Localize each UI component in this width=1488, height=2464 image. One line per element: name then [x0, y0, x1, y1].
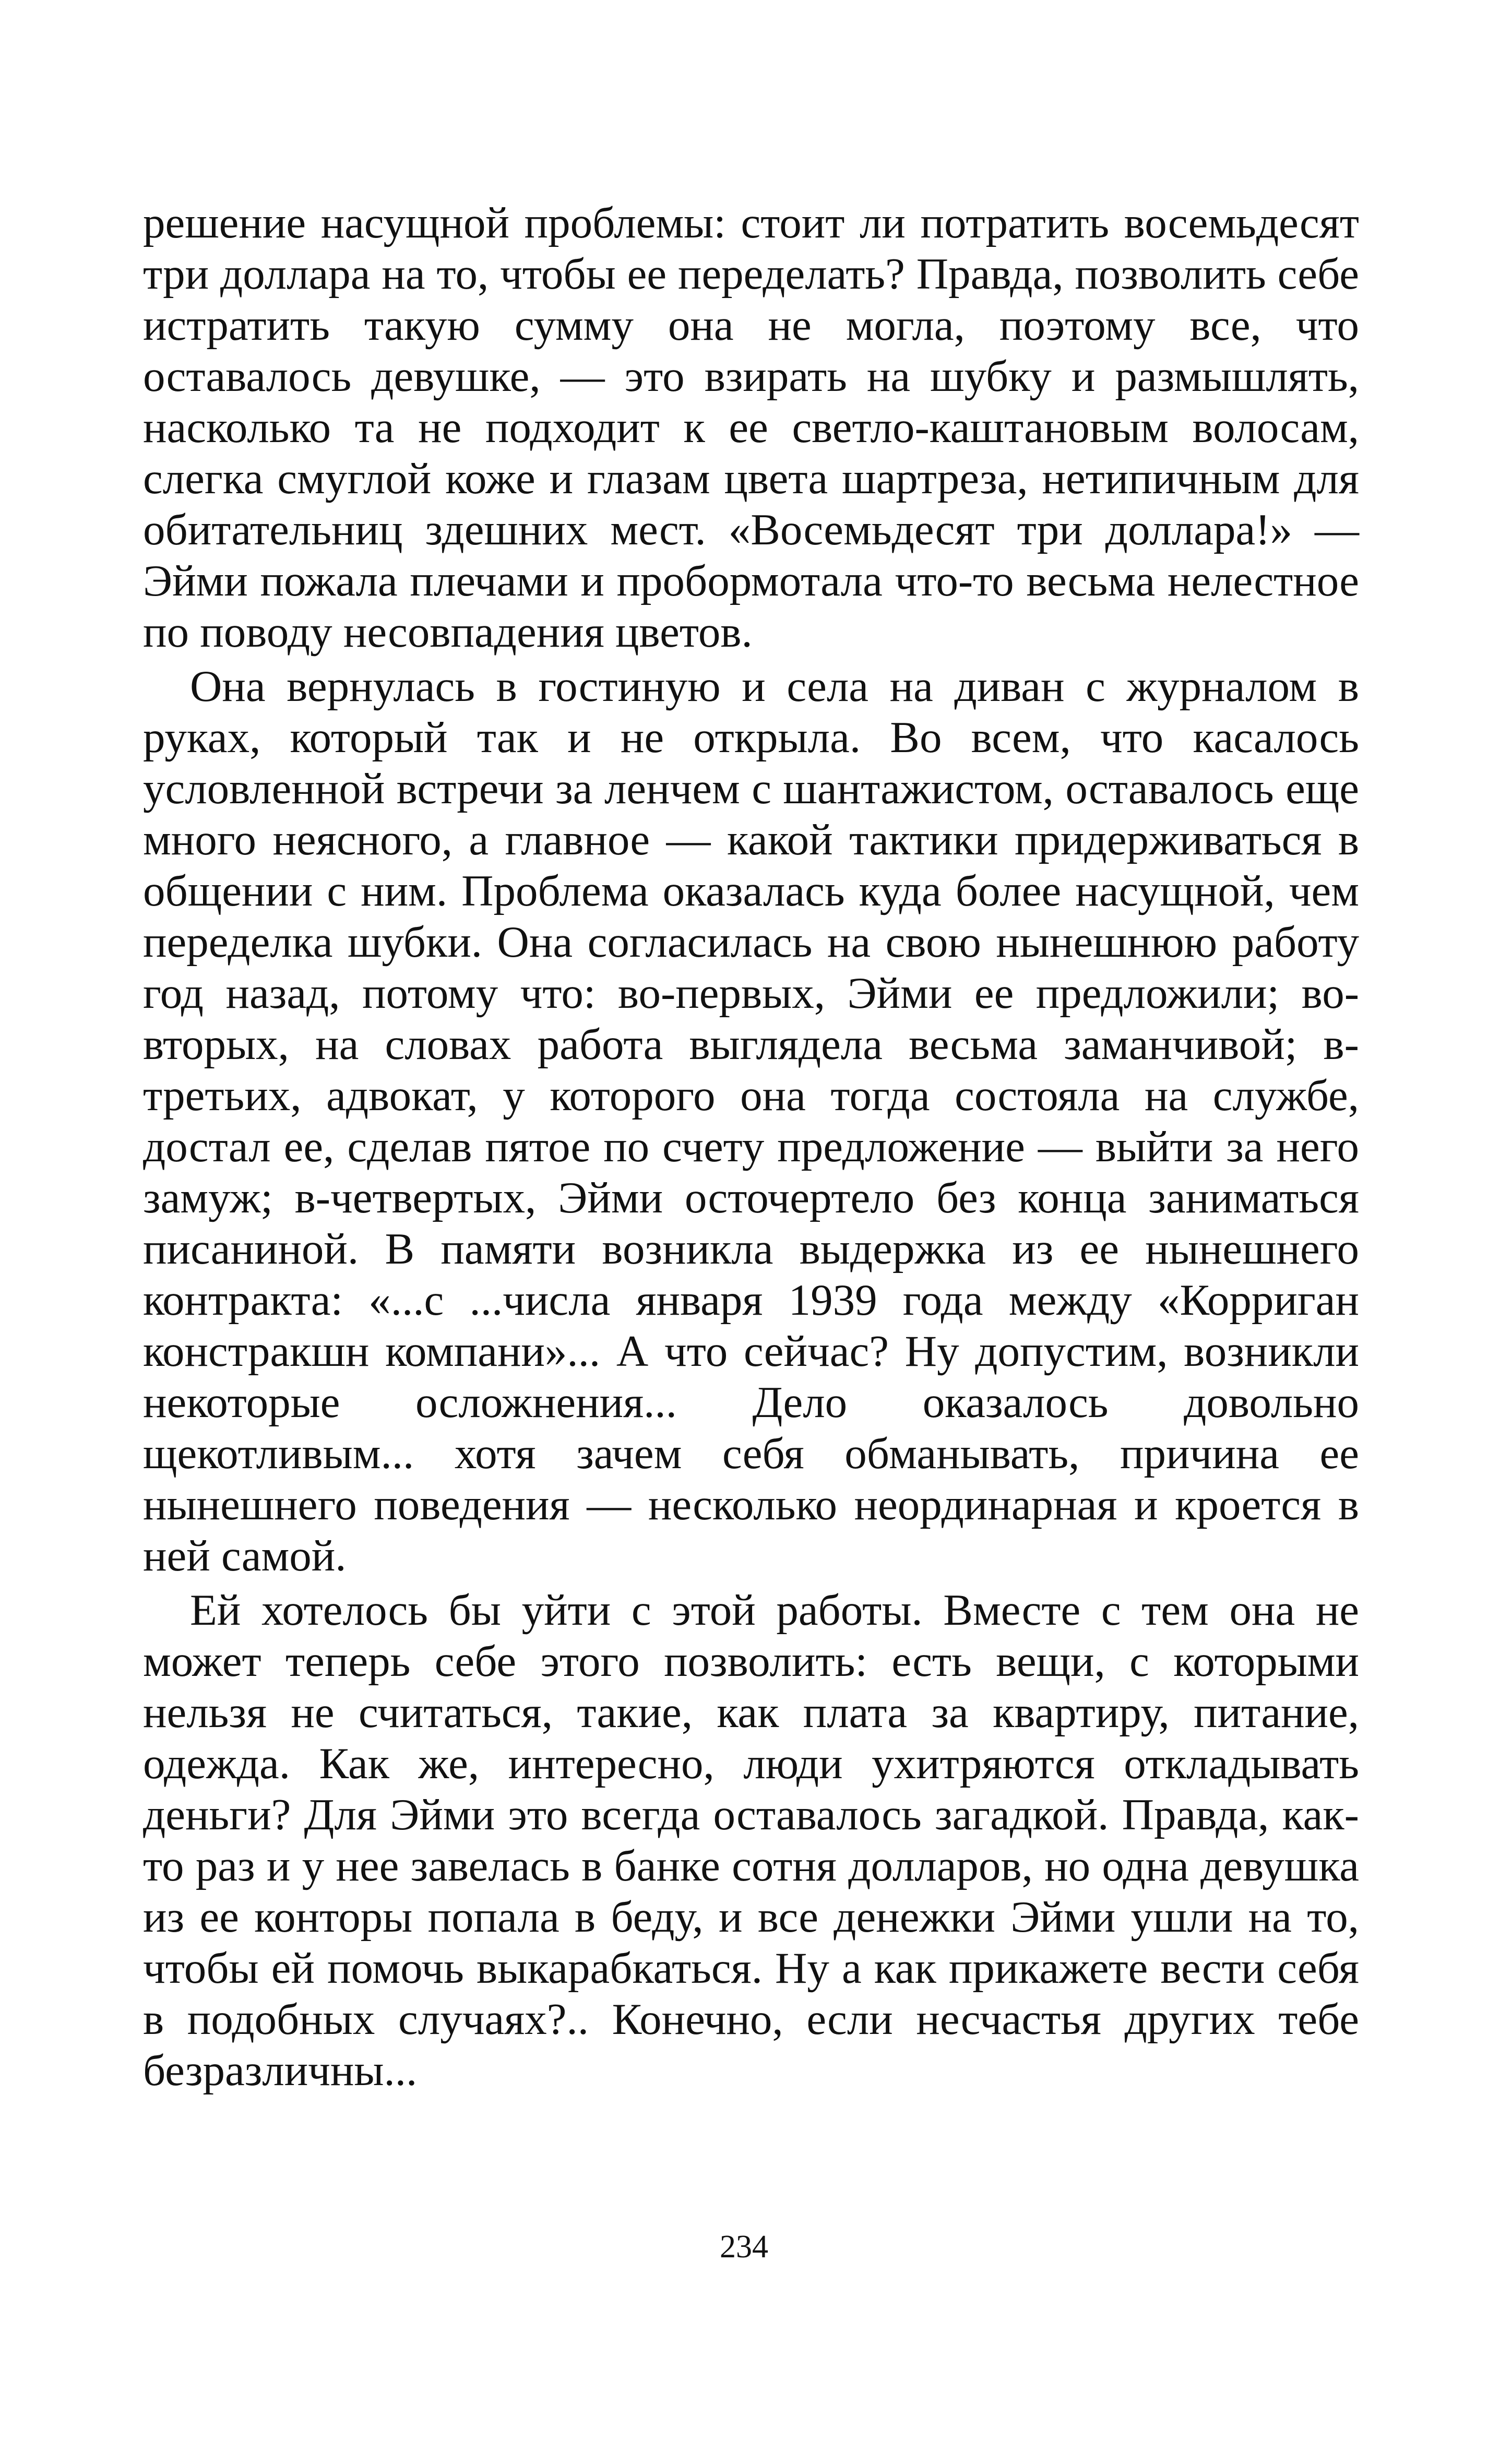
page-number: 234	[720, 2229, 768, 2265]
paragraph-2: Она вернулась в гостиную и села на диван с журналом в руках, который так и не открыла. Во всем, что касалось условленной встречи за ленчем с шантажистом, оставалось еще много неясного, а главное — какой тактики придерживаться в общении с ним. Проблема оказалась куда более насущной, чем переделка шубки. Она согласилась на свою нынешнюю работу год назад, потому что: во-первых, Эйми ее предложили; во-вторых, на словах работа выглядела весьма заманчивой; в-третьих, адвокат, у которого она тогда состояла на службе, достал ее, сделав пятое по счету предложение — выйти за него замуж; в-четвертых, Эйми осточертело без конца заниматься писаниной. В памяти возникла выдержка из ее нынешнего контракта: «...с ...числа января 1939 года между «Корриган констракшн компани»... А что сейчас? Ну допустим, возникли некоторые осложнения... Дело оказалось довольно щекотливым... хотя зачем себя обманывать, причина ее нынешнего поведения — несколько неординарная и кроется в ней самой.	[143, 662, 1359, 1580]
paragraph-3: Ей хотелось бы уйти с этой работы. Вместе с тем она не может теперь себе этого позволить: есть вещи, с которыми нельзя не считаться, такие, как плата за квартиру, питание, одежда. Как же, интересно, люди ухитряются откладывать деньги? Для Эйми это всегда оставалось загадкой. Правда, как-то раз и у нее завелась в банке сотня долларов, но одна девушка из ее конторы попала в беду, и все денежки Эйми ушли на то, чтобы ей помочь выкарабкаться. Ну а как прикажете вести себя в подобных случаях?.. Конечно, если несчастья других тебе безразличны...	[143, 1586, 1359, 2095]
paragraph-1: решение насущной проблемы: стоит ли потратить восемьдесят три доллара на то, чтобы ее переделать? Правда, позволить себе истратить такую сумму она не могла, поэтому все, что оставалось девушке, — это взирать на шубку и размышлять, насколько та не подходит к ее светло-каштановым волосам, слегка смуглой коже и глазам цвета шартреза, нетипичным для обитательниц здешних мест. «Восемьдесят три доллара!» — Эйми пожала плечами и пробормотала что-то весьма нелестное по поводу несовпадения цветов.	[143, 198, 1359, 657]
body-text	[143, 197, 1359, 2096]
